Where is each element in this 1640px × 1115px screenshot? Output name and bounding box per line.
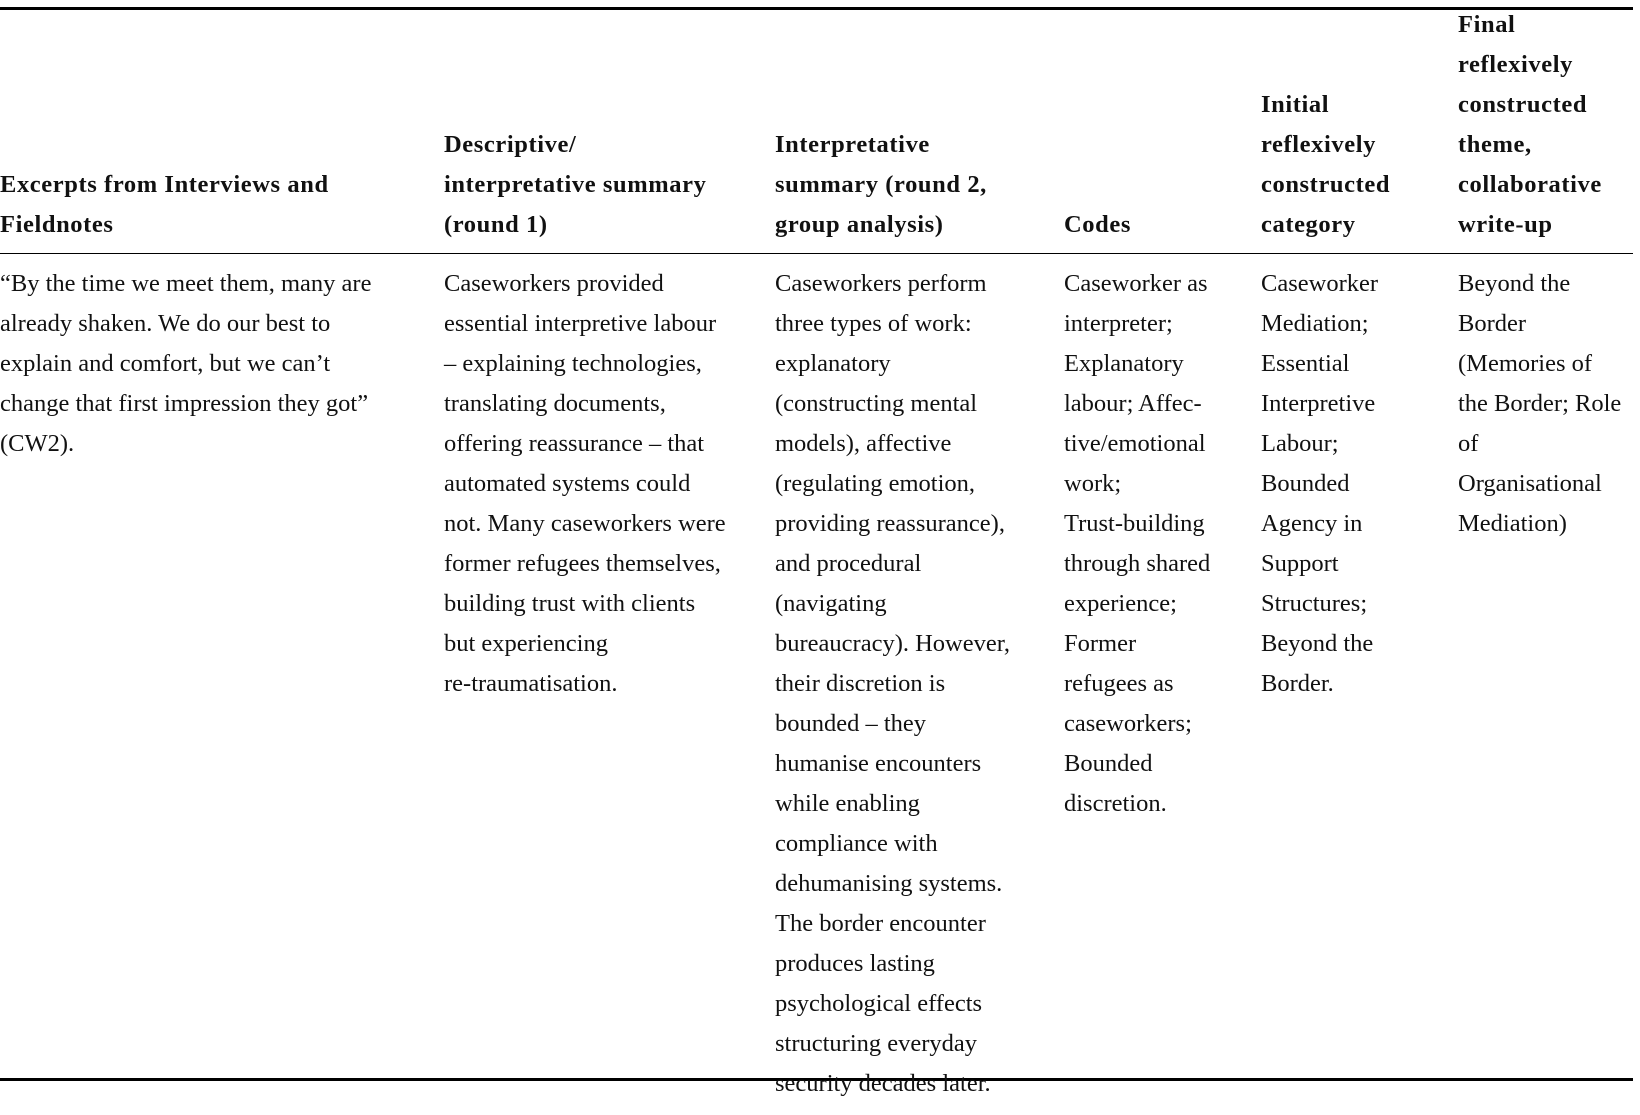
cell-descriptive-summary: Caseworkers provided essential interpretive labour – explaining technologies, translating documents, offering reassurance – that automated systems could not. Many caseworkers were former refugees themselves, building trust with clients but experiencing re-traumatisation. xyxy=(444,270,726,697)
header-descriptive-summary: Descriptive/ interpretative summary (round 1) xyxy=(444,131,707,238)
cell-codes: Caseworker as interpreter; Explanatory labour; Affec- tive/emotional work; Trust-building through shared experience; Former refugees as caseworkers; Bounded discretion. xyxy=(1064,270,1211,817)
analysis-table xyxy=(0,7,1633,1097)
header-excerpts: Excerpts from Interviews and Fieldnotes xyxy=(0,171,329,238)
cell-initial-category: Caseworker Mediation; Essential Interpretive Labour; Bounded Agency in Support Structures; Beyond the Border. xyxy=(1261,270,1379,697)
table-header-row xyxy=(0,10,1633,253)
header-final-theme: Final reflexively constructed theme, collaborative write-up xyxy=(1458,11,1602,238)
header-initial-category: Initial reflexively constructed category xyxy=(1261,91,1391,238)
cell-interpretative-summary: Caseworkers perform three types of work: explanatory (constructing mental models), affective (regulating emotion, providing reassurance), and procedural (navigating bureaucracy). However, their discretion is bounded – they humanise encounters while enabling compliance with dehumanising systems. The border encounter produces lasting psychological effects structuring everyday security decades later. xyxy=(775,270,1011,1097)
header-interpretative-summary: Interpretative summary (round 2, group analysis) xyxy=(775,131,987,238)
cell-final-theme: Beyond the Border (Memories of the Border; Role of Organisational Mediation) xyxy=(1458,270,1622,537)
table-row xyxy=(0,254,1633,1097)
header-codes: Codes xyxy=(1064,211,1131,238)
cell-excerpt: “By the time we meet them, many are already shaken. We do our best to explain and comfort, but we can’t change that first impression they got” (CW2). xyxy=(0,270,372,457)
